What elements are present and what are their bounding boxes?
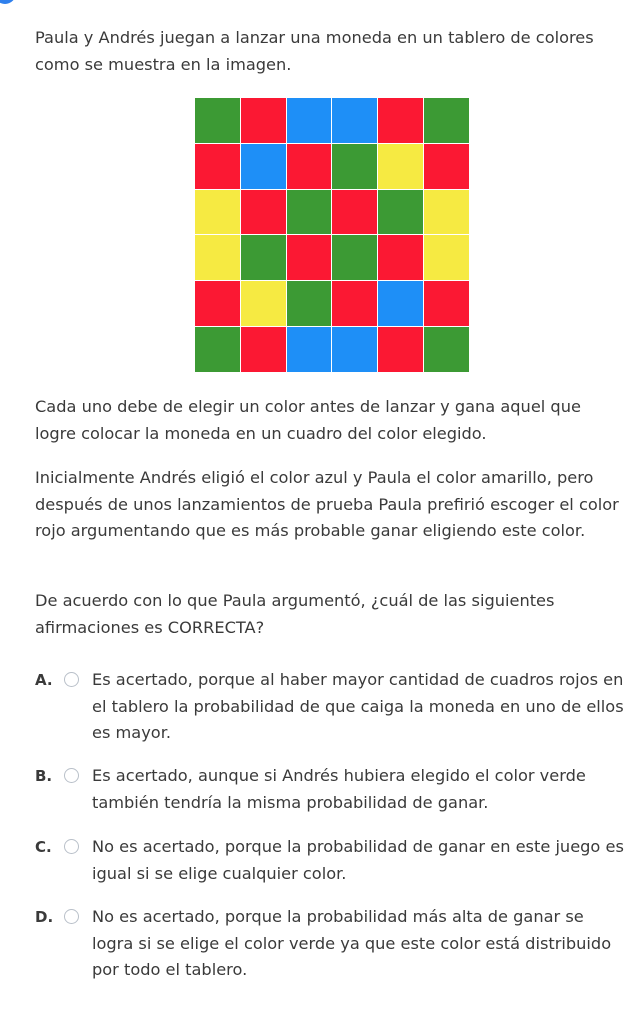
board-square-blue — [241, 144, 286, 189]
color-board-image — [195, 98, 469, 372]
board-square-red — [287, 144, 332, 189]
board-square-green — [424, 98, 469, 143]
board-square-green — [424, 327, 469, 372]
option-text: No es acertado, porque la probabilidad más alta de ganar se logra si se elige el color verde ya que este color está distribuido por todo el tablero. — [92, 907, 612, 980]
option-text: Es acertado, aunque si Andrés hubiera elegido el color verde también tendría la misma probabilidad de ganar. — [92, 766, 586, 812]
board-square-yellow — [241, 281, 286, 326]
radio-button[interactable] — [64, 768, 79, 783]
board-square-yellow — [378, 144, 423, 189]
question-intro: Paula y Andrés juegan a lanzar una moneda en un tablero de colores como se muestra en la imagen. — [35, 28, 594, 74]
board-square-red — [195, 144, 240, 189]
board-square-yellow — [424, 190, 469, 235]
radio-button[interactable] — [64, 839, 79, 854]
board-square-yellow — [195, 235, 240, 280]
board-square-red — [332, 190, 377, 235]
question-prompt: De acuerdo con lo que Paula argumentó, ¿cuál de las siguientes afirmaciones es CORRECTA? — [35, 591, 555, 637]
board-square-red — [378, 235, 423, 280]
board-square-red — [241, 327, 286, 372]
step-indicator-icon — [0, 0, 16, 4]
question-rule: Cada uno debe de elegir un color antes de lanzar y gana aquel que logre colocar la moneda en un cuadro del color elegido. — [35, 397, 581, 443]
option-letter: C. — [35, 838, 52, 856]
board-square-red — [287, 235, 332, 280]
board-square-yellow — [424, 235, 469, 280]
board-square-red — [424, 144, 469, 189]
board-square-green — [287, 281, 332, 326]
board-square-red — [241, 98, 286, 143]
board-square-red — [378, 98, 423, 143]
option-letter: B. — [35, 767, 53, 785]
board-square-blue — [287, 327, 332, 372]
option-letter: A. — [35, 671, 53, 689]
board-square-green — [241, 235, 286, 280]
question-story: Inicialmente Andrés eligió el color azul y Paula el color amarillo, pero después de unos lanzamientos de prueba Paula prefirió escoger el color rojo argumentando que es más probable ganar eligiendo este color. — [35, 468, 619, 541]
board-square-green — [287, 190, 332, 235]
option-letter: D. — [35, 908, 54, 926]
radio-button[interactable] — [64, 672, 79, 687]
board-square-red — [378, 327, 423, 372]
board-square-blue — [332, 327, 377, 372]
option-text: Es acertado, porque al haber mayor cantidad de cuadros rojos en el tablero la probabilidad de que caiga la moneda en uno de ellos es mayor. — [92, 670, 624, 743]
board-square-yellow — [195, 190, 240, 235]
board-square-blue — [332, 98, 377, 143]
board-square-green — [332, 235, 377, 280]
board-square-red — [332, 281, 377, 326]
option-text: No es acertado, porque la probabilidad de ganar en este juego es igual si se elige cualquier color. — [92, 837, 624, 883]
board-square-red — [241, 190, 286, 235]
board-square-blue — [378, 281, 423, 326]
board-square-green — [195, 98, 240, 143]
radio-button[interactable] — [64, 909, 79, 924]
board-square-blue — [287, 98, 332, 143]
board-square-red — [195, 281, 240, 326]
board-square-green — [332, 144, 377, 189]
board-square-red — [424, 281, 469, 326]
board-square-green — [378, 190, 423, 235]
board-square-green — [195, 327, 240, 372]
previous-item-strip — [0, 0, 200, 6]
